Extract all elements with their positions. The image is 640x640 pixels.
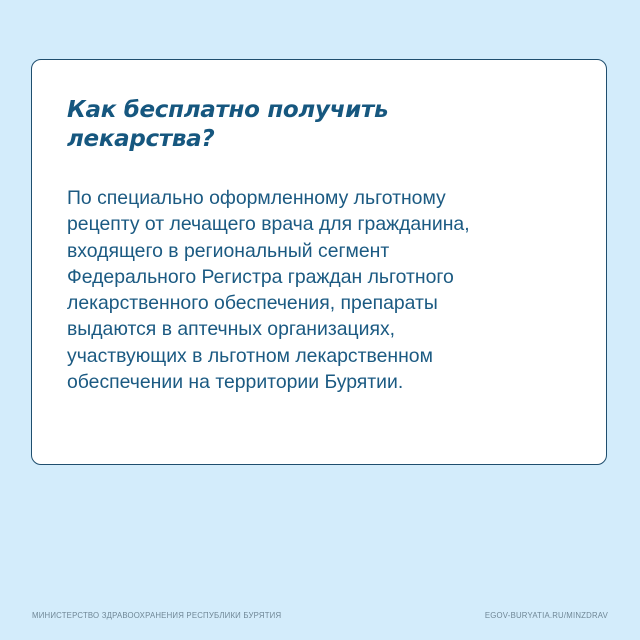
card-heading: [67, 96, 537, 154]
body-line: выдаются в аптечных организациях,: [67, 318, 396, 341]
heading-line-1: Как бесплатно получить: [67, 97, 389, 123]
heading-line-2: лекарства?: [67, 126, 215, 152]
body-line: Федерального Регистра граждан льготного: [67, 265, 454, 288]
body-line: входящего в региональный сегмент: [67, 239, 390, 262]
footer-website-url: EGOV-BURYATIA.RU/MINZDRAV: [484, 611, 608, 620]
info-card: [31, 59, 607, 465]
body-line: По специально оформленному льготному: [67, 187, 446, 209]
body-line: лекарственного обеспечения, препараты: [67, 292, 438, 315]
body-line: участвующих в льготном лекарственном: [67, 344, 433, 367]
footer-ministry-name: МИНИСТЕРСТВО ЗДРАВООХРАНЕНИЯ РЕСПУБЛИКИ БУРЯТИЯ: [32, 611, 282, 620]
card-body-text: [67, 185, 577, 395]
body-line: рецепту от лечащего врача для гражданина,: [67, 213, 470, 236]
body-line: обеспечении на территории Бурятии.: [67, 371, 404, 394]
